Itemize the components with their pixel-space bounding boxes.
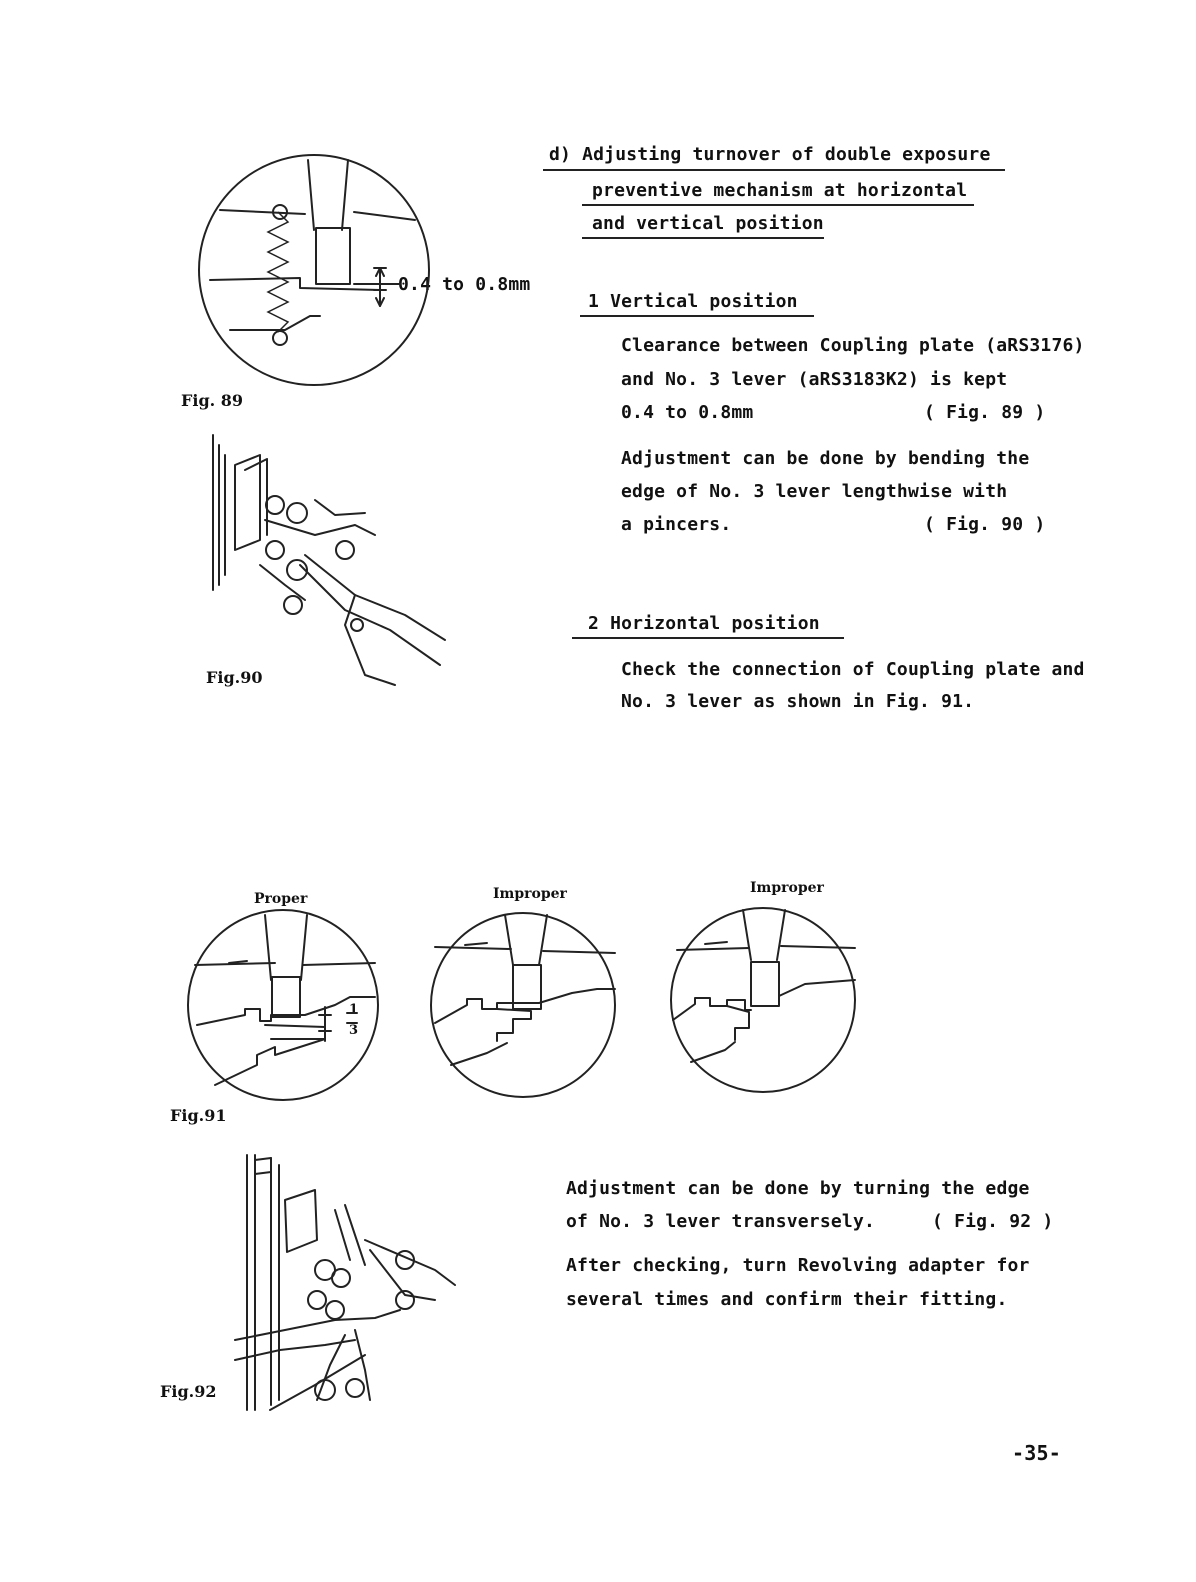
- horizontal-para-line2: No. 3 lever as shown in Fig. 91.: [621, 691, 975, 712]
- horizontal-title-underline: [572, 637, 844, 639]
- fig90-reference: ( Fig. 90 ): [924, 514, 1046, 535]
- fig92-reference: ( Fig. 92 ): [932, 1211, 1054, 1232]
- fig91-improper-diagram-2: [665, 900, 865, 1105]
- fig89-diagram: [190, 150, 440, 395]
- vertical-para2-line2: edge of No. 3 lever lengthwise with: [621, 481, 1008, 502]
- vertical-title-underline: [580, 315, 814, 317]
- section-heading-line1: d) Adjusting turnover of double exposure: [549, 144, 991, 165]
- fig91-improper-label-1: Improper: [493, 886, 567, 902]
- fig91-proper-diagram: [185, 905, 385, 1110]
- vertical-para1-line3: 0.4 to 0.8mm: [621, 402, 754, 423]
- vertical-para2-line1: Adjustment can be done by bending the: [621, 448, 1030, 469]
- section-heading-line3: and vertical position: [592, 213, 824, 234]
- bottom-para2-line2: several times and confirm their fitting.: [566, 1289, 1008, 1310]
- bottom-para2-line1: After checking, turn Revolving adapter for: [566, 1255, 1030, 1276]
- bottom-para1-line2: of No. 3 lever transversely.: [566, 1211, 876, 1232]
- fig89-dimension-label: 0.4 to 0.8mm: [398, 274, 531, 295]
- fig91-proper-label: Proper: [254, 891, 308, 907]
- fig91-label: Fig.91: [170, 1106, 227, 1125]
- vertical-para2-line3: a pincers.: [621, 514, 732, 535]
- heading-underline-1: [543, 169, 1005, 171]
- fig89-reference: ( Fig. 89 ): [924, 402, 1046, 423]
- vertical-para1-line1: Clearance between Coupling plate (aRS3176): [621, 335, 1085, 356]
- fig90-label: Fig.90: [206, 668, 263, 687]
- vertical-position-title: 1 Vertical position: [588, 291, 798, 312]
- heading-underline-2: [582, 204, 974, 206]
- bottom-para1-line1: Adjustment can be done by turning the edge: [566, 1178, 1030, 1199]
- page-number: -35-: [1012, 1441, 1061, 1465]
- vertical-para1-line2: and No. 3 lever (aRS3183K2) is kept: [621, 369, 1008, 390]
- horizontal-para-line1: Check the connection of Coupling plate and: [621, 659, 1085, 680]
- fig92-label: Fig.92: [160, 1382, 217, 1401]
- fig90-diagram: [205, 425, 455, 690]
- fig91-improper-label-2: Improper: [750, 880, 824, 896]
- fig89-label: Fig. 89: [181, 391, 244, 410]
- fig92-diagram: [225, 1150, 465, 1420]
- section-heading-line2: preventive mechanism at horizontal: [592, 180, 968, 201]
- heading-underline-3: [582, 237, 824, 239]
- horizontal-position-title: 2 Horizontal position: [588, 613, 820, 634]
- fig91-improper-diagram-1: [427, 905, 627, 1110]
- fig91-fraction-numerator: 1: [349, 1002, 359, 1017]
- fig91-fraction-denominator: 3: [349, 1023, 359, 1038]
